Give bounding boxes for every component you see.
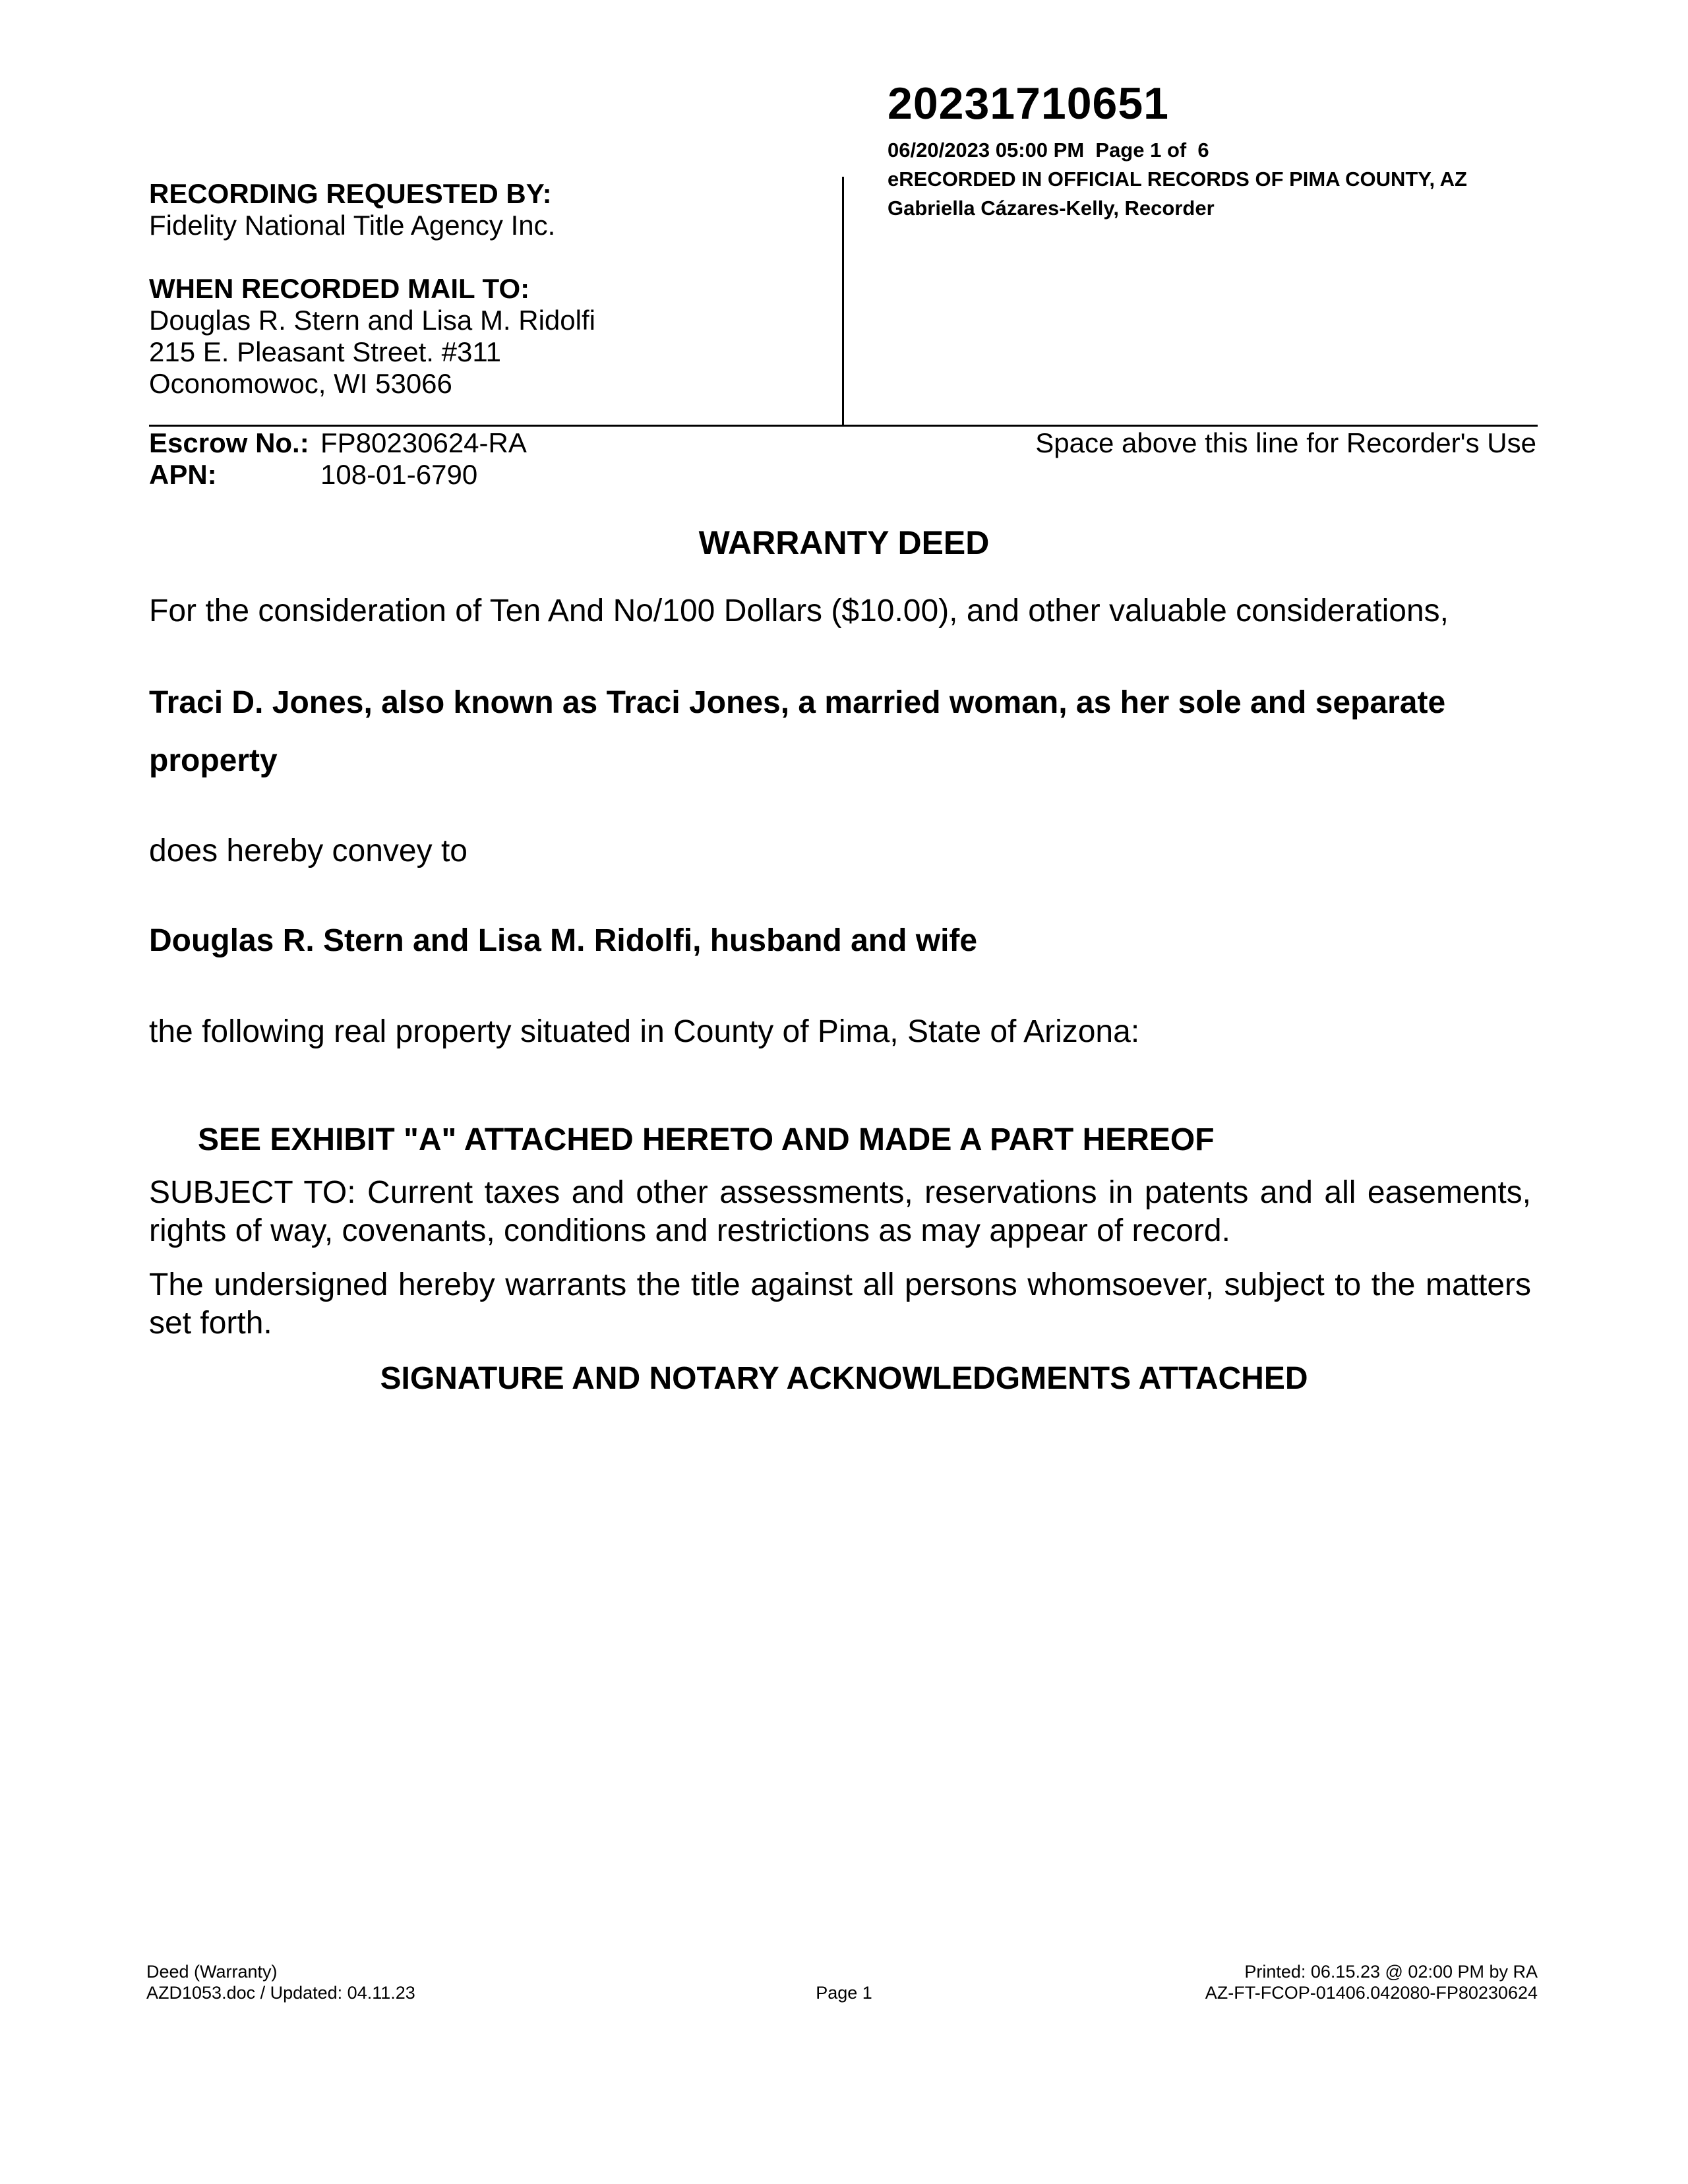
convey-clause: does hereby convey to xyxy=(149,834,467,868)
footer-reference: AZ-FT-FCOP-01406.042080-FP80230624 xyxy=(1205,1983,1538,2003)
mail-to-line: Oconomowoc, WI 53066 xyxy=(149,368,452,399)
property-situated-clause: the following real property situated in County of Pima, State of Arizona: xyxy=(149,1014,1140,1049)
apn-number: 108-01-6790 xyxy=(320,459,478,490)
recorder-name-line: Gabriella Cázares-Kelly, Recorder xyxy=(888,197,1215,220)
escrow-number: FP80230624-RA xyxy=(320,427,527,458)
recording-requested-label: RECORDING REQUESTED BY: xyxy=(149,178,552,209)
footer-right xyxy=(1205,1961,1538,2003)
mail-to-line: Douglas R. Stern and Lisa M. Ridolfi xyxy=(149,305,595,336)
consideration-clause: For the consideration of Ten And No/100 Dollars ($10.00), and other valuable considerations, xyxy=(149,593,1449,628)
escrow-label: Escrow No.: xyxy=(149,427,309,458)
footer-printed: Printed: 06.15.23 @ 02:00 PM by RA xyxy=(1244,1962,1538,1982)
grantor-name: Traci D. Jones, also known as Traci Jones, a married woman, as her sole and separate property xyxy=(149,685,1446,778)
recording-requested-value: Fidelity National Title Agency Inc. xyxy=(149,210,556,241)
footer-left xyxy=(146,1961,415,2003)
footer-doc-file: AZD1053.doc / Updated: 04.11.23 xyxy=(146,1983,415,2003)
footer-doc-type: Deed (Warranty) xyxy=(146,1962,278,1982)
apn-label: APN: xyxy=(149,459,217,490)
grantee-name: Douglas R. Stern and Lisa M. Ridolfi, husband and wife xyxy=(149,923,978,958)
recorder-divider-vertical xyxy=(842,177,844,426)
recorder-stamp xyxy=(888,136,1467,223)
recorder-use-note: Space above this line for Recorder's Use xyxy=(1035,427,1536,458)
recording-date-line: 06/20/2023 05:00 PM Page 1 of 6 xyxy=(888,138,1209,162)
recorder-divider-horizontal xyxy=(149,425,1538,427)
mail-to-line: 215 E. Pleasant Street. #311 xyxy=(149,336,501,367)
signature-notary-note: SIGNATURE AND NOTARY ACKNOWLEDGMENTS ATTACHED xyxy=(380,1361,1308,1396)
warranty-clause: The undersigned hereby warrants the title against all persons whomsoever, subject to the matters set forth. xyxy=(149,1267,1531,1341)
mail-to-block xyxy=(149,273,595,400)
mail-to-label: WHEN RECORDED MAIL TO: xyxy=(149,273,530,304)
document-title: WARRANTY DEED xyxy=(698,524,990,561)
document-number: 20231710651 xyxy=(888,78,1170,129)
subject-to-clause: SUBJECT TO: Current taxes and other assessments, reservations in patents and all easements, rights of way, covenants, conditions and restrictions as may appear of record. xyxy=(149,1175,1531,1248)
exhibit-reference: SEE EXHIBIT "A" ATTACHED HERETO AND MADE A PART HEREOF xyxy=(198,1122,1215,1157)
footer-page-number: Page 1 xyxy=(816,1983,872,2003)
recording-requested-block xyxy=(149,178,555,241)
escrow-block xyxy=(149,427,527,491)
erecorded-line: eRECORDED IN OFFICIAL RECORDS OF PIMA COUNTY, AZ xyxy=(888,167,1467,191)
